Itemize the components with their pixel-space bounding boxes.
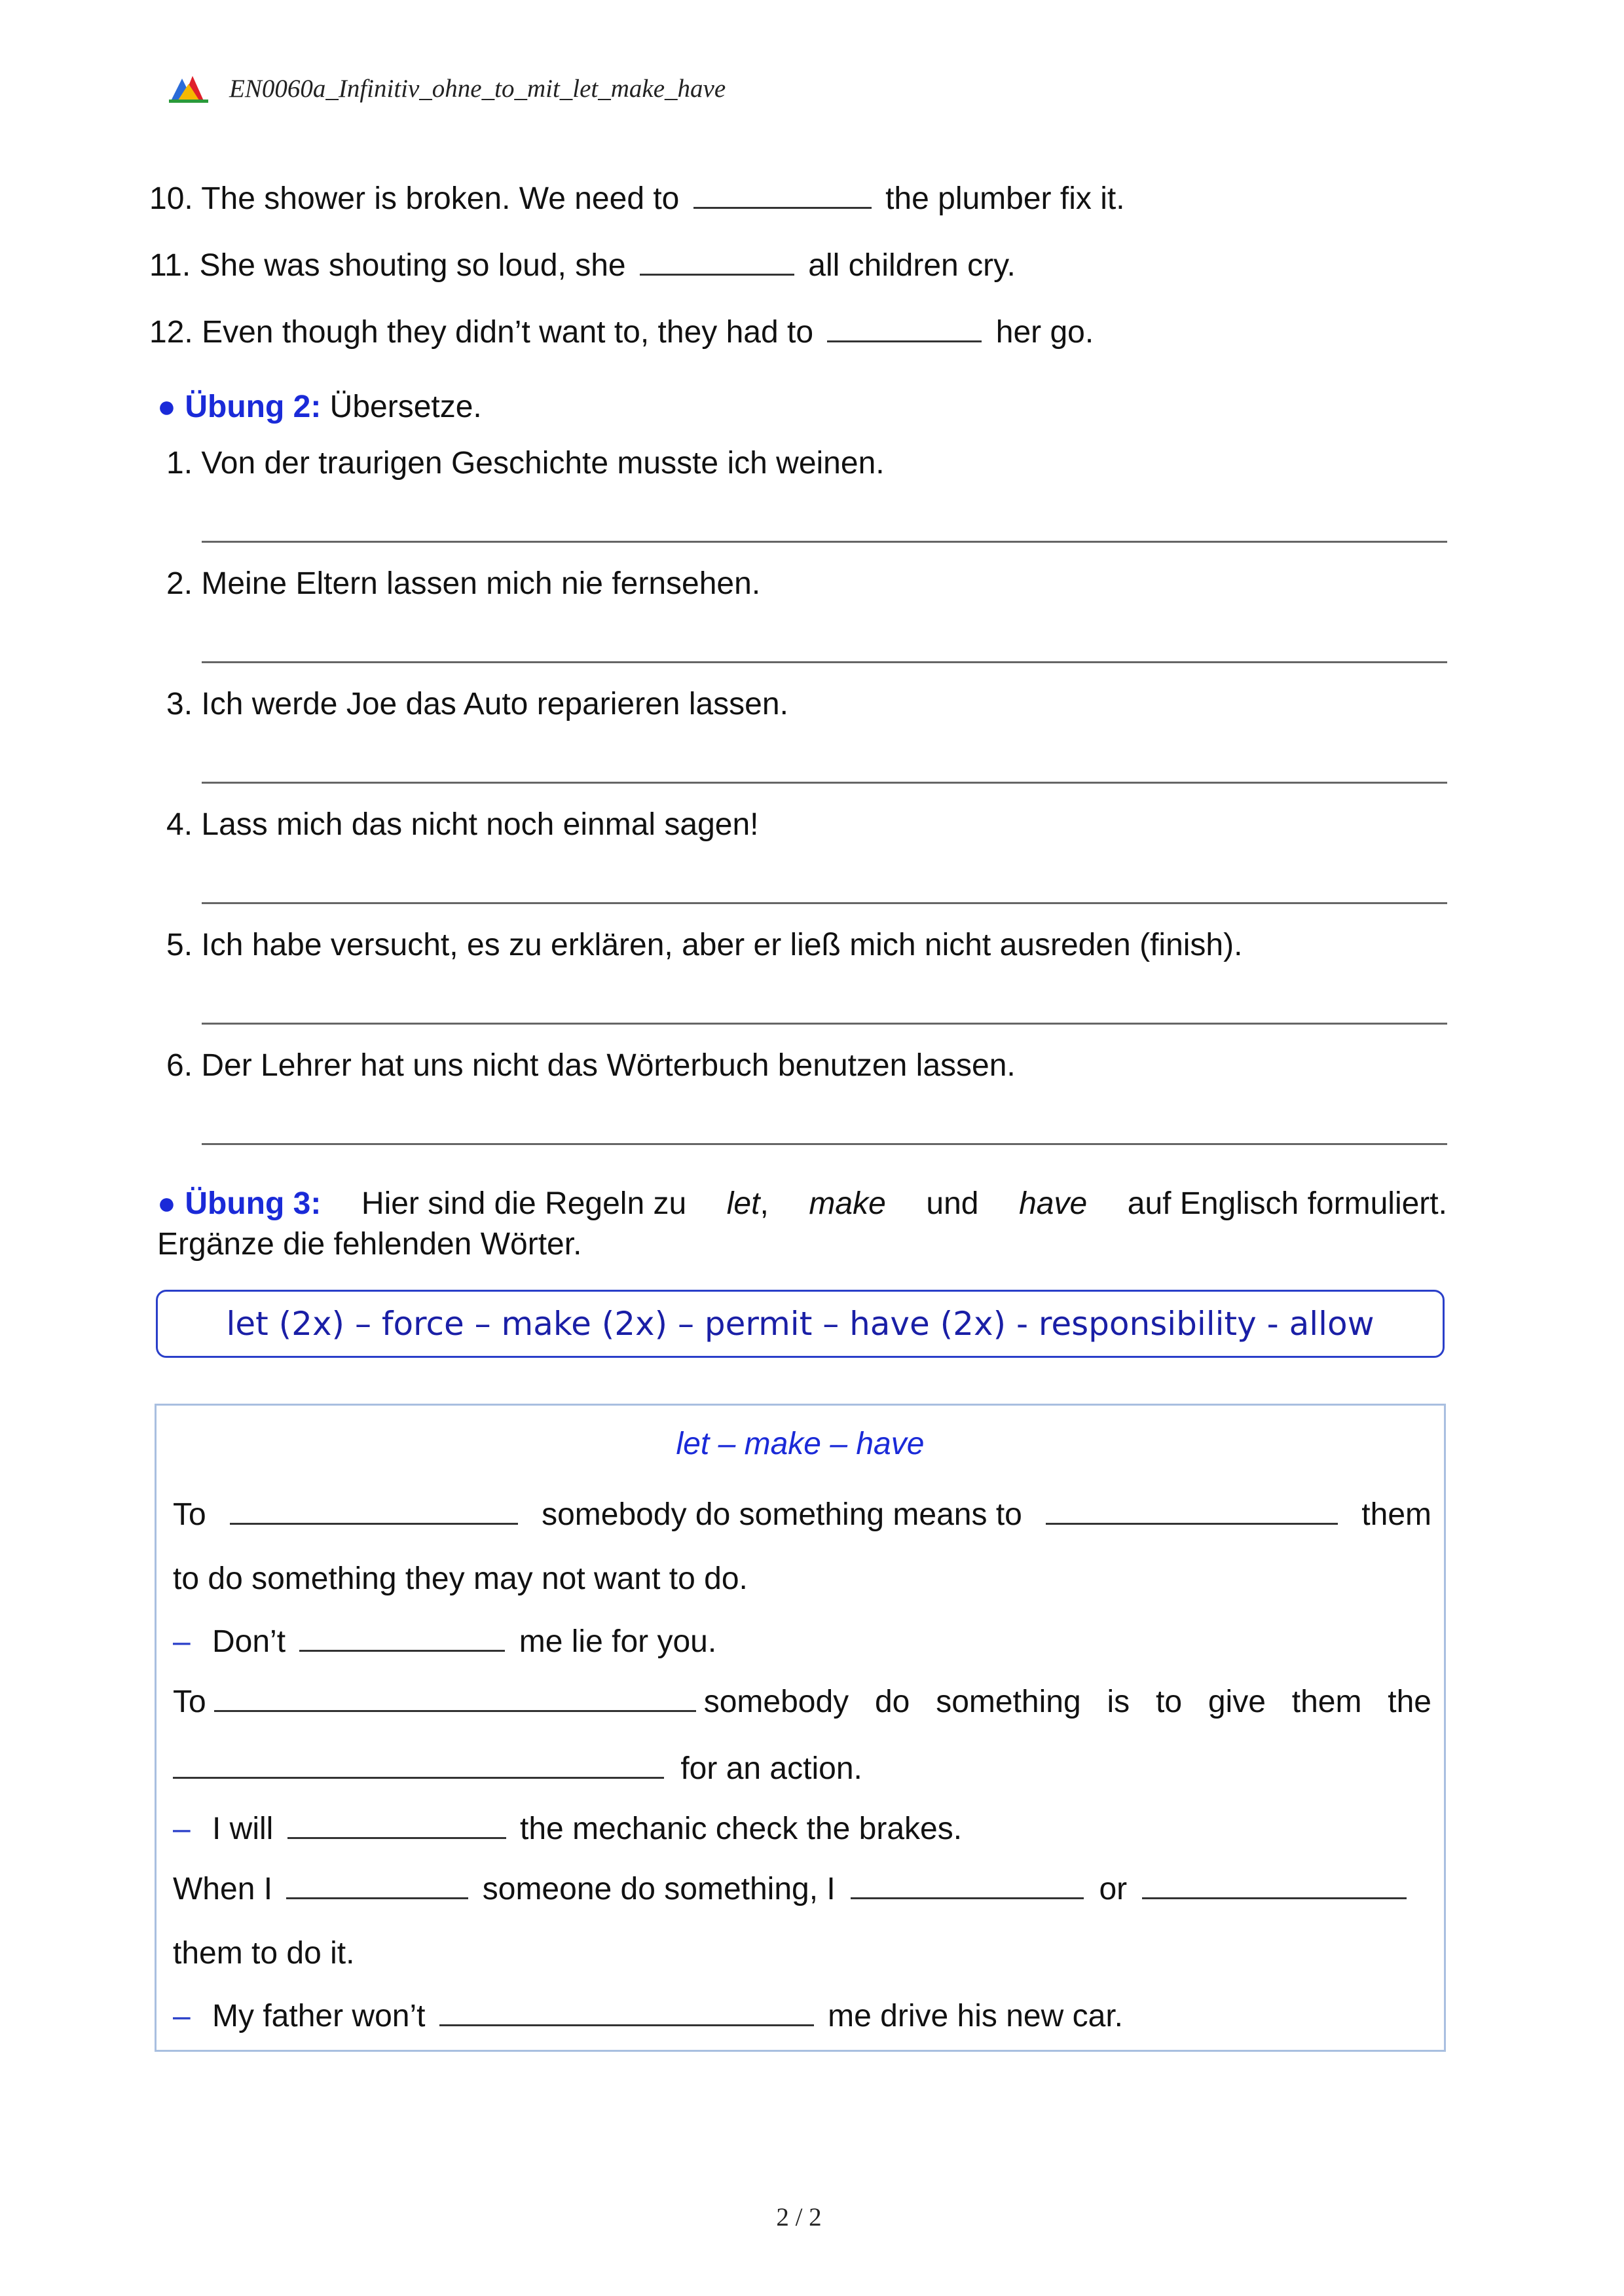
fill-in-blank[interactable] <box>827 314 982 342</box>
item-text-after: all children cry. <box>808 248 1016 283</box>
example-text: I will <box>212 1812 274 1846</box>
item-text: Lass mich das nicht noch einmal sagen! <box>201 807 759 842</box>
item-text-after: her go. <box>995 315 1094 350</box>
exercise-label: Übung 3: <box>185 1186 322 1221</box>
fill-in-blank[interactable] <box>439 1998 814 2026</box>
answer-line[interactable] <box>202 902 1447 904</box>
example-3 <box>173 1998 1123 2032</box>
example-1 <box>173 1624 716 1658</box>
exercise-3-intro <box>157 1184 1447 1265</box>
translation-item <box>166 689 788 720</box>
exercise-label: Übung 2: <box>185 390 322 424</box>
answer-line[interactable] <box>202 1023 1447 1025</box>
exercise-item <box>149 314 1094 348</box>
word-bank-text: let (2x) – force – make (2x) – permit – have (2x) - responsibility - allow <box>226 1305 1375 1343</box>
mountain-pyramid-logo-icon <box>168 73 210 103</box>
rule-1-line-1 <box>173 1497 1431 1531</box>
item-text: Der Lehrer hat uns nicht das Wörterbuch benutzen lassen. <box>201 1048 1016 1083</box>
rule-text: When I <box>173 1872 273 1906</box>
rule-3-line-2 <box>173 1938 354 1969</box>
word-bank-box <box>156 1290 1445 1358</box>
example-2 <box>173 1811 962 1845</box>
fill-in-blank[interactable] <box>693 181 872 209</box>
exercise-item <box>149 181 1125 215</box>
item-number: 5. <box>166 928 193 962</box>
translation-item <box>166 809 759 841</box>
example-text: me lie for you. <box>519 1624 717 1659</box>
bullet-icon: ● <box>157 390 176 424</box>
intro-text: Hier sind die Regeln zu <box>361 1186 687 1221</box>
item-text-after: the plumber fix it. <box>885 181 1125 216</box>
keyword-make: make <box>809 1186 886 1221</box>
item-text: Meine Eltern lassen mich nie fernsehen. <box>201 566 761 601</box>
fill-in-blank[interactable] <box>173 1751 664 1779</box>
answer-line[interactable] <box>202 782 1447 784</box>
fill-in-blank[interactable] <box>299 1624 505 1652</box>
rule-text: somebody do something is to give them the <box>703 1685 1431 1719</box>
example-text: me drive his new car. <box>828 1999 1123 2033</box>
item-number: 12. <box>149 315 193 350</box>
example-text: the mechanic check the brakes. <box>520 1812 963 1846</box>
fill-in-blank[interactable] <box>1142 1871 1407 1899</box>
item-text-before: The shower is broken. We need to <box>201 181 680 216</box>
comma: , <box>760 1186 769 1221</box>
fill-in-blank[interactable] <box>851 1871 1084 1899</box>
translation-item <box>166 1050 1016 1082</box>
exercise-instruction: Übersetze. <box>329 390 482 424</box>
item-text: Ich werde Joe das Auto reparieren lassen. <box>201 687 788 721</box>
rules-title-row <box>155 1426 1446 1462</box>
item-text-before: Even though they didn’t want to, they had to <box>202 315 814 350</box>
rule-2-line-2 <box>173 1751 862 1785</box>
item-text: Ich habe versucht, es zu erklären, aber er ließ mich nicht ausreden (finish). <box>201 928 1243 962</box>
rule-text: for an action. <box>680 1751 862 1786</box>
dash-icon: – <box>173 1812 191 1846</box>
fill-in-blank[interactable] <box>640 247 794 276</box>
answer-line[interactable] <box>202 661 1447 663</box>
page-header <box>168 73 726 103</box>
page-footer <box>0 2202 1598 2232</box>
dash-icon: – <box>173 1999 191 2033</box>
item-number: 11. <box>149 248 191 283</box>
rule-3-line-1 <box>173 1871 1407 1905</box>
item-text-before: She was shouting so loud, she <box>199 248 626 283</box>
fill-in-blank[interactable] <box>286 1871 468 1899</box>
fill-in-blank[interactable] <box>1046 1497 1338 1525</box>
translation-item <box>166 568 760 600</box>
rule-2-line-1 <box>173 1684 1431 1718</box>
exercise-item <box>149 247 1016 282</box>
rule-text: To <box>173 1685 206 1719</box>
rules-title: let – make – have <box>676 1427 925 1461</box>
item-number: 6. <box>166 1048 193 1083</box>
keyword-let: let <box>726 1186 760 1221</box>
translation-item <box>166 448 885 479</box>
item-number: 10. <box>149 181 193 216</box>
rule-text: to do something they may not want to do. <box>173 1561 748 1596</box>
rule-text: them to do it. <box>173 1936 355 1971</box>
conjunction: und <box>926 1186 979 1221</box>
fill-in-blank[interactable] <box>214 1684 696 1712</box>
rule-text: To <box>173 1497 206 1532</box>
rule-text: them <box>1361 1497 1431 1532</box>
rule-text: someone do something, I <box>482 1872 836 1906</box>
bullet-icon: ● <box>157 1186 176 1221</box>
intro-text-end: auf Englisch formuliert. <box>1127 1186 1447 1221</box>
document-title: EN0060a_Infinitiv_ohne_to_mit_let_make_have <box>229 74 726 103</box>
page-number: 2 / 2 <box>776 2203 822 2231</box>
item-number: 2. <box>166 566 193 601</box>
translation-item <box>166 930 1242 961</box>
item-number: 3. <box>166 687 193 721</box>
rule-text: or <box>1099 1872 1128 1906</box>
exercise-2-heading <box>157 392 482 423</box>
item-number: 1. <box>166 446 193 481</box>
answer-line[interactable] <box>202 541 1447 543</box>
keyword-have: have <box>1019 1186 1088 1221</box>
fill-in-blank[interactable] <box>287 1811 506 1839</box>
item-number: 4. <box>166 807 193 842</box>
rule-1-line-2 <box>173 1563 748 1595</box>
item-text: Von der traurigen Geschichte musste ich weinen. <box>201 446 885 481</box>
answer-line[interactable] <box>202 1143 1447 1145</box>
example-text: Don’t <box>212 1624 286 1659</box>
rule-text: somebody do something means to <box>542 1497 1022 1532</box>
example-text: My father won’t <box>212 1999 426 2033</box>
dash-icon: – <box>173 1624 191 1659</box>
fill-in-blank[interactable] <box>230 1497 518 1525</box>
intro-second-line: Ergänze die fehlenden Wörter. <box>157 1227 582 1262</box>
